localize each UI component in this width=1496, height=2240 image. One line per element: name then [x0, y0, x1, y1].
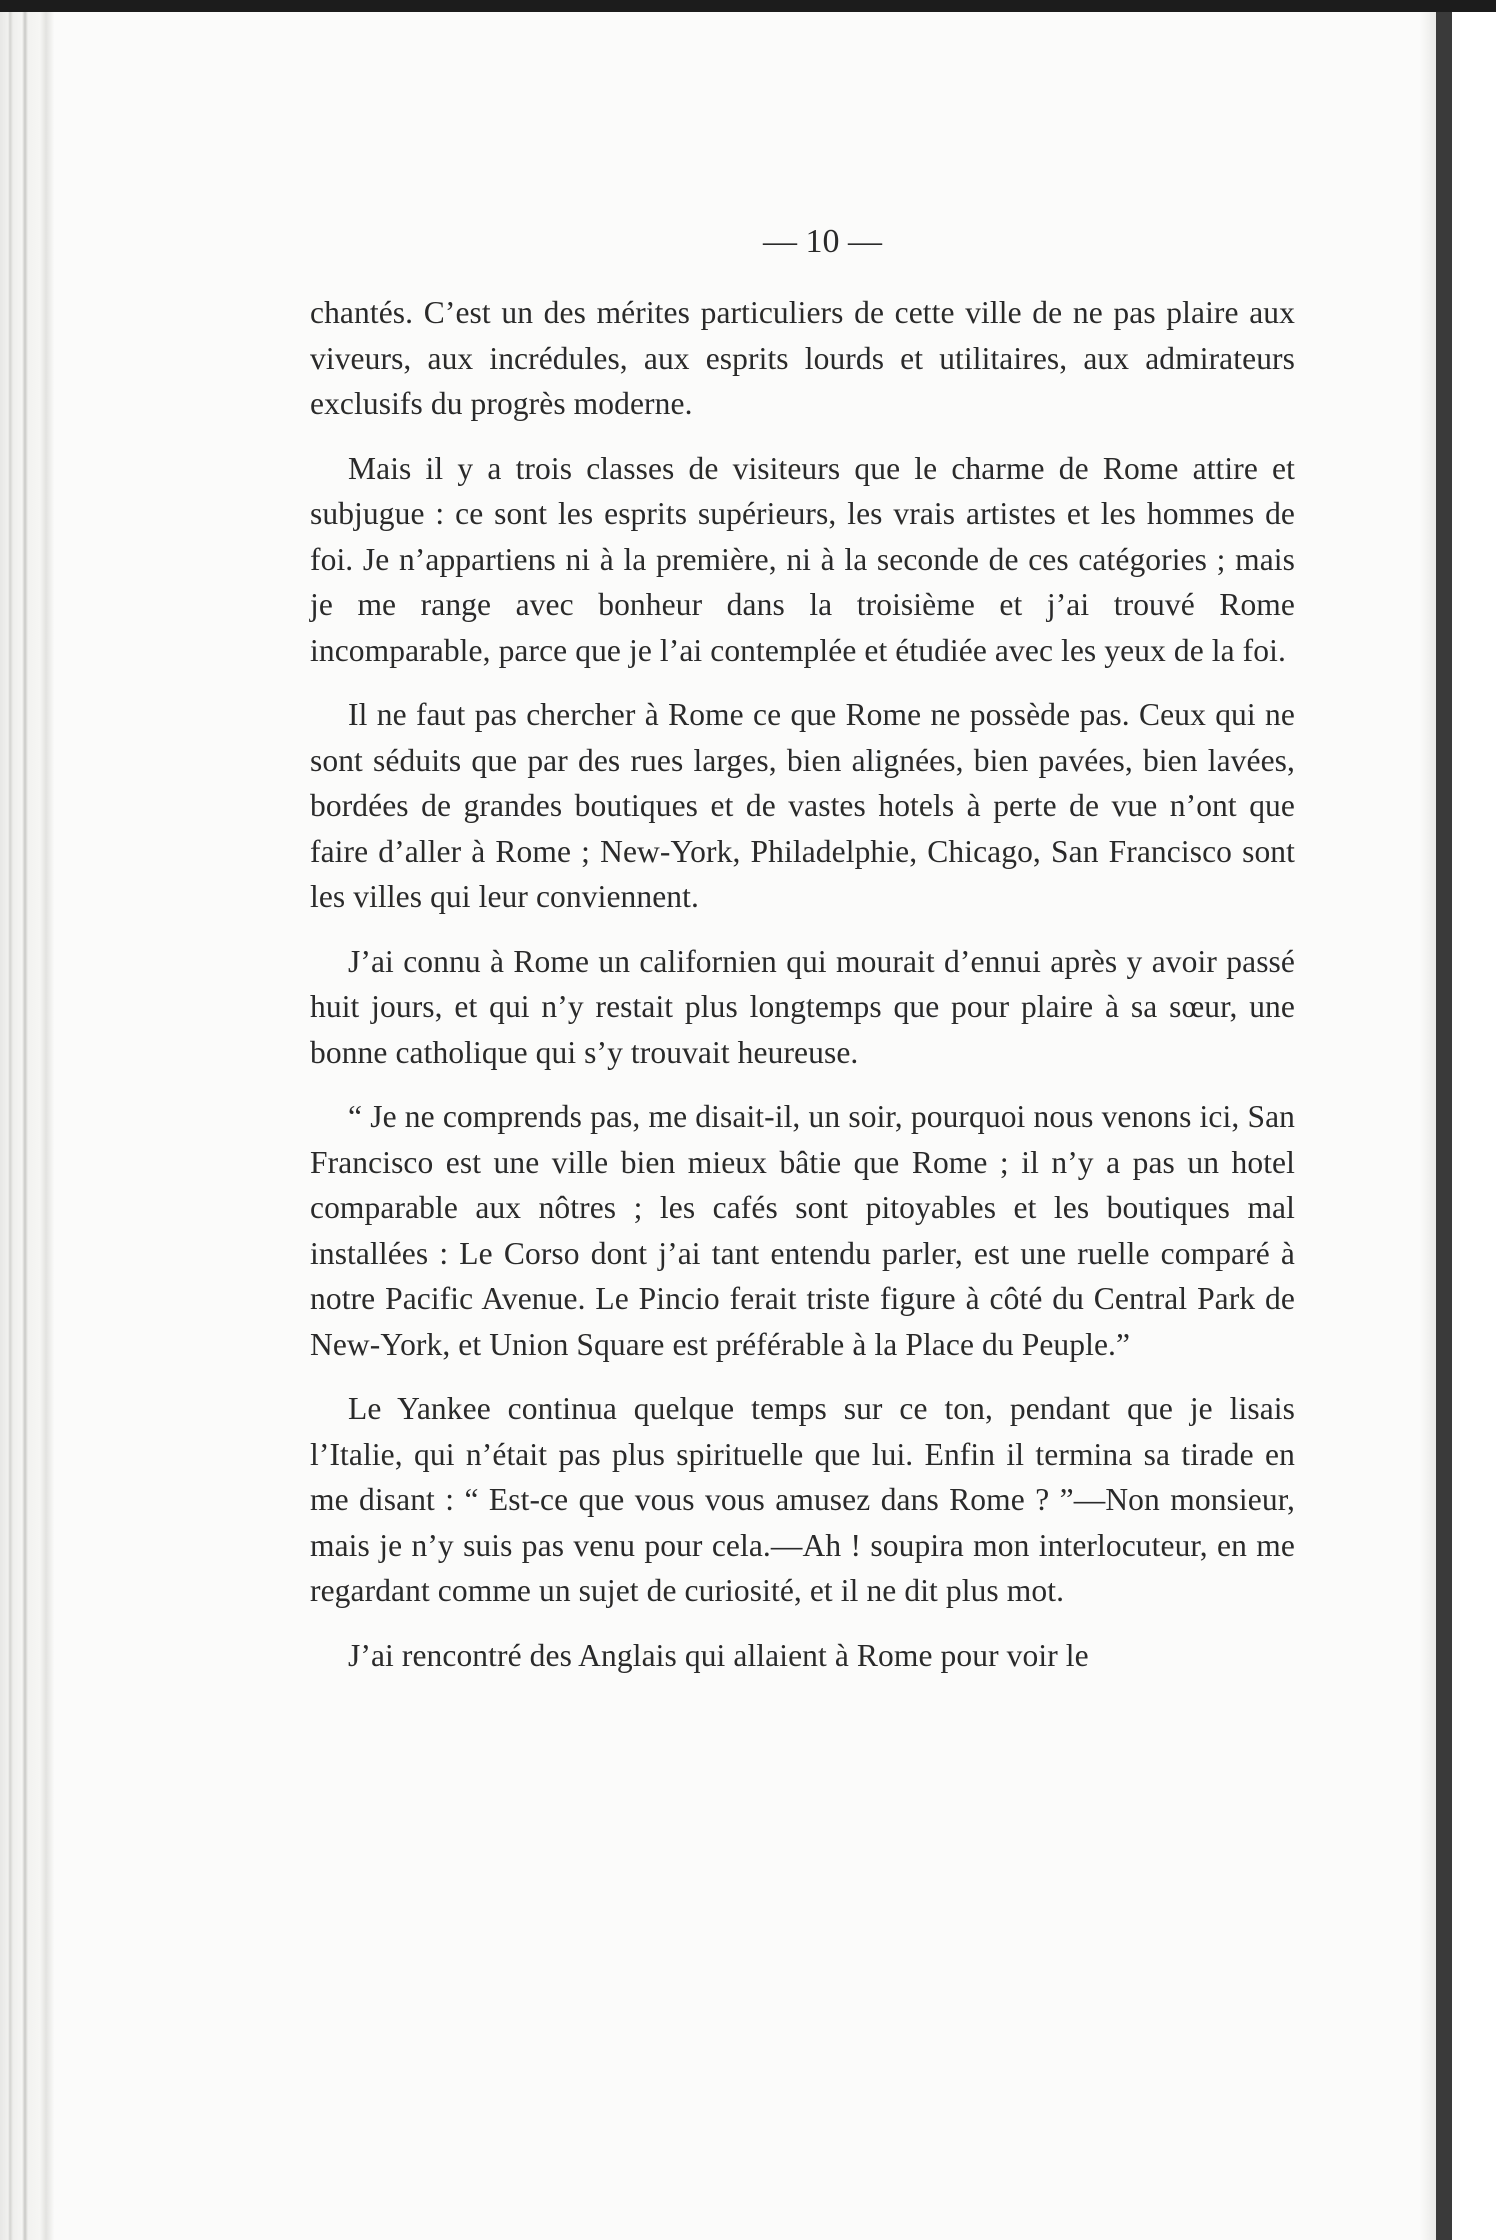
- paragraph-4: J’ai connu à Rome un californien qui mourait d’ennui après y avoir passé huit jours, et qui n’y restait plus longtemps que pour plaire à sa sœur, une bonne catholique qui s’y trouvait heureuse.: [310, 943, 1295, 1070]
- paragraph-3: Il ne faut pas chercher à Rome ce que Rome ne possède pas. Ceux qui ne sont séduits que par des rues larges, bien alignées, bien pavées, bien lavées, bordées de grandes boutiques et de vastes hotels à perte de vue n’ont que faire d’aller à Rome ; New-York, Philadelphie, Chicago, San Francisco sont les villes qui leur conviennent.: [310, 697, 1295, 914]
- paragraph-5: “ Je ne comprends pas, me disait-il, un soir, pourquoi nous venons ici, San Francisco est une ville bien mieux bâtie que Rome ; il n’y a pas un hotel comparable aux nôtres ; les cafés sont pitoyables et les boutiques mal installées : Le Corso dont j’ai tant entendu parler, est une ruelle comparé à notre Pacific Avenue. Le Pincio ferait triste figure à côté du Central Park de New-York, et Union Square est préférable à la Place du Peuple.”: [310, 1099, 1295, 1362]
- paragraph-7: J’ai rencontré des Anglais qui allaient à Rome pour voir le: [348, 1637, 1089, 1673]
- paragraph-2: Mais il y a trois classes de visiteurs que le charme de Rome attire et subjugue : ce sont les esprits supérieurs, les vrais artistes et les hommes de foi. Je n’appartiens ni à la première, ni à la seconde de ces catégories ; mais je me range avec bonheur dans la troisième et j’ai trouvé Rome incomparable, parce que je l’ai contemplée et étudiée avec les yeux de la foi.: [310, 450, 1295, 668]
- scan-right-margin: [1452, 12, 1496, 2240]
- scan-right-edge: [1436, 12, 1452, 2240]
- book-binding-edge: [0, 12, 54, 2240]
- scan-top-border: [0, 0, 1496, 12]
- page-right-shadow: [1420, 12, 1436, 2240]
- paragraph-1: chantés. C’est un des mérites particuliers de cette ville de ne pas plaire aux viveurs, aux incrédules, aux esprits lourds et utilitaires, aux admirateurs exclusifs du progrès moderne.: [310, 295, 1295, 421]
- book-page: [310, 218, 1295, 1678]
- page-number: — 10 —: [763, 223, 882, 260]
- paragraph-6: Le Yankee continua quelque temps sur ce ton, pendant que je lisais l’Italie, qui n’était pas plus spirituelle que lui. Enfin il termina sa tirade en me disant : “ Est-ce que vous vous amusez dans Rome ? ”—Non monsieur, mais je n’y suis pas venu pour cela.—Ah ! soupira mon interlocuteur, en me regardant comme un sujet de curiosité, et il ne dit plus mot.: [310, 1391, 1295, 1608]
